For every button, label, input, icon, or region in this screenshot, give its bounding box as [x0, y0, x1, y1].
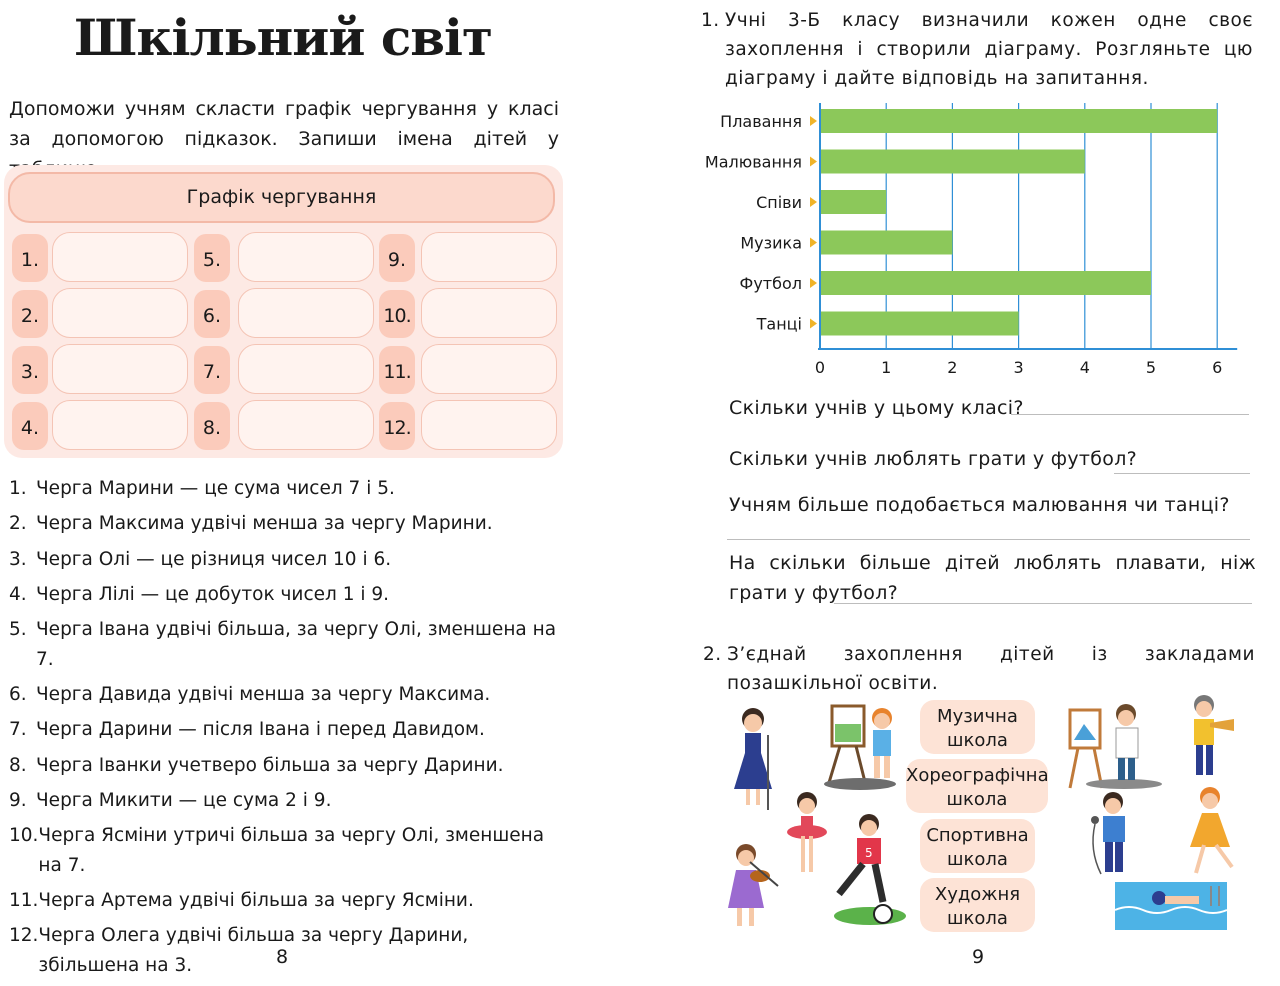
school-music[interactable]: Музична школа: [920, 700, 1035, 754]
category-marker: [810, 197, 817, 207]
slot-number: 7.: [194, 346, 230, 394]
question-3: Учням більше подобається малювання чи танці?: [729, 494, 1230, 516]
category-marker: [810, 238, 817, 248]
painter-boy-image[interactable]: [1064, 700, 1164, 790]
rule-item: 10. Черга Ясміни утричі більша за чергу Олі, зменшена на 7.: [9, 825, 545, 876]
question-4: На скільки більше дітей люблять плавати, ніж грати у футбол?: [729, 552, 1256, 604]
slot-number: 4.: [12, 402, 48, 450]
slot-number: 12.: [379, 402, 415, 450]
slot-name-field[interactable]: [52, 400, 188, 450]
rule-item: 6. Черга Давида удвічі менша за чергу Максима.: [9, 683, 491, 705]
category-label: Футбол: [739, 274, 802, 293]
slot-name-field[interactable]: [52, 288, 188, 338]
slot-number: 8.: [194, 402, 230, 450]
rule-item: 5. Черга Івана удвічі більша, за чергу Олі, зменшена на 7.: [9, 619, 557, 670]
slot-name-field[interactable]: [52, 232, 188, 282]
slot-number: 2.: [12, 290, 48, 338]
category-marker: [810, 116, 817, 126]
slot-name-field[interactable]: [238, 232, 374, 282]
x-tick-label: 4: [1079, 358, 1090, 377]
category-label: Музика: [740, 233, 802, 253]
rule-item: 9. Черга Микити — це сума 2 і 9.: [9, 789, 332, 811]
bar: [821, 109, 1217, 133]
answer-line-1[interactable]: [1011, 414, 1249, 415]
bar: [821, 271, 1151, 295]
school-choreography[interactable]: Хореографічна школа: [906, 759, 1048, 813]
answer-line-3[interactable]: [727, 539, 1250, 540]
task-1-number: 1.: [701, 10, 720, 31]
school-sports[interactable]: Спортивна школа: [920, 819, 1035, 873]
slot-name-field[interactable]: [421, 344, 557, 394]
page-title: Шкільний світ: [73, 8, 493, 67]
duty-schedule-header: Графік чергування: [8, 172, 555, 223]
category-label: Співи: [756, 193, 802, 212]
rule-item: 1. Черга Марини — це сума чисел 7 і 5.: [9, 478, 395, 499]
task-1-text: Учні 3-Б класу визначили кожен одне своє захоплення і створили діаграму. Розгляньте цю діаграму і дайте відповідь на запитання.: [725, 10, 1253, 89]
slot-name-field[interactable]: [421, 232, 557, 282]
bar: [821, 190, 886, 214]
slot-name-field[interactable]: [421, 400, 557, 450]
slot-name-field[interactable]: [52, 344, 188, 394]
bar: [821, 231, 952, 255]
trumpet-boy-image[interactable]: [1180, 693, 1240, 783]
slot-number: 5.: [194, 234, 230, 282]
answer-line-4[interactable]: [834, 603, 1252, 604]
question-1: Скільки учнів у цьому класі?: [729, 397, 1024, 419]
task-2: [703, 640, 1255, 698]
category-marker: [810, 157, 817, 167]
bar: [821, 150, 1085, 174]
slot-name-field[interactable]: [238, 400, 374, 450]
rules-list: [9, 474, 559, 986]
slot-number: 11.: [379, 346, 415, 394]
slot-number: 1.: [12, 234, 48, 282]
painter-girl-image[interactable]: [820, 700, 900, 792]
school-art[interactable]: Художня школа: [920, 878, 1035, 932]
task-2-number: 2.: [703, 644, 722, 665]
page-number-right: 9: [972, 946, 985, 968]
rule-item: 11. Черга Артема удвічі більша за чергу Ясміни.: [9, 889, 474, 911]
x-tick-label: 5: [1145, 358, 1157, 377]
rule-item: 3. Черга Олі — це різниця чисел 10 і 6.: [9, 548, 392, 570]
svg-text:5: 5: [865, 846, 873, 860]
intro-text: Допоможи учням скласти графік чергування у класі за допомогою підказок. Запиши імена дітей у: [9, 98, 559, 150]
singer-boy-image[interactable]: [1085, 790, 1140, 880]
question-2: Скільки учнів люблять грати у футбол?: [729, 448, 1138, 470]
category-label: Танці: [756, 314, 802, 334]
slot-number: 3.: [12, 346, 48, 394]
answer-line-2[interactable]: [1114, 473, 1250, 474]
task-1: [701, 6, 1253, 93]
swimmer-image[interactable]: [1115, 882, 1227, 930]
rule-item: 12. Черга Олега удвічі більша за чергу Дарини, збільшена на 3.: [9, 925, 469, 976]
rule-item: 4. Черга Лілі — це добуток чисел 1 і 9.: [9, 583, 390, 605]
x-tick-label: 3: [1013, 358, 1024, 377]
x-tick-label: 0: [814, 358, 826, 377]
slot-name-field[interactable]: [238, 344, 374, 394]
rule-item: 7. Черга Дарини — після Івана і перед Давидом.: [9, 719, 485, 741]
x-tick-label: 2: [947, 358, 958, 377]
x-tick-label: 6: [1212, 358, 1223, 377]
bar: [821, 312, 1019, 336]
category-marker: [810, 319, 817, 329]
category-label: Малювання: [704, 152, 802, 172]
violin-girl-image[interactable]: [720, 842, 780, 930]
rule-item: 2. Черга Максима удвічі менша за чергу Марини.: [9, 513, 493, 535]
dancer-girl-image[interactable]: [1180, 785, 1245, 880]
football-boy-image[interactable]: [825, 812, 910, 927]
category-marker: [810, 278, 817, 288]
x-tick-label: 1: [881, 358, 892, 377]
slot-number: 10.: [379, 290, 415, 338]
hobbies-bar-chart: [690, 95, 1260, 385]
singer-girl-image[interactable]: [728, 705, 778, 815]
slot-number: 6.: [194, 290, 230, 338]
task-2-text: З’єднай захоплення дітей із закладами позашкільної освіти.: [727, 644, 1255, 694]
category-label: Плавання: [720, 112, 802, 131]
slot-name-field[interactable]: [421, 288, 557, 338]
slot-name-field[interactable]: [238, 288, 374, 338]
rule-item: 8. Черга Іванки учетверо більша за чергу Дарини.: [9, 754, 504, 776]
slot-number: 9.: [379, 234, 415, 282]
page-number-left: 8: [276, 946, 289, 968]
